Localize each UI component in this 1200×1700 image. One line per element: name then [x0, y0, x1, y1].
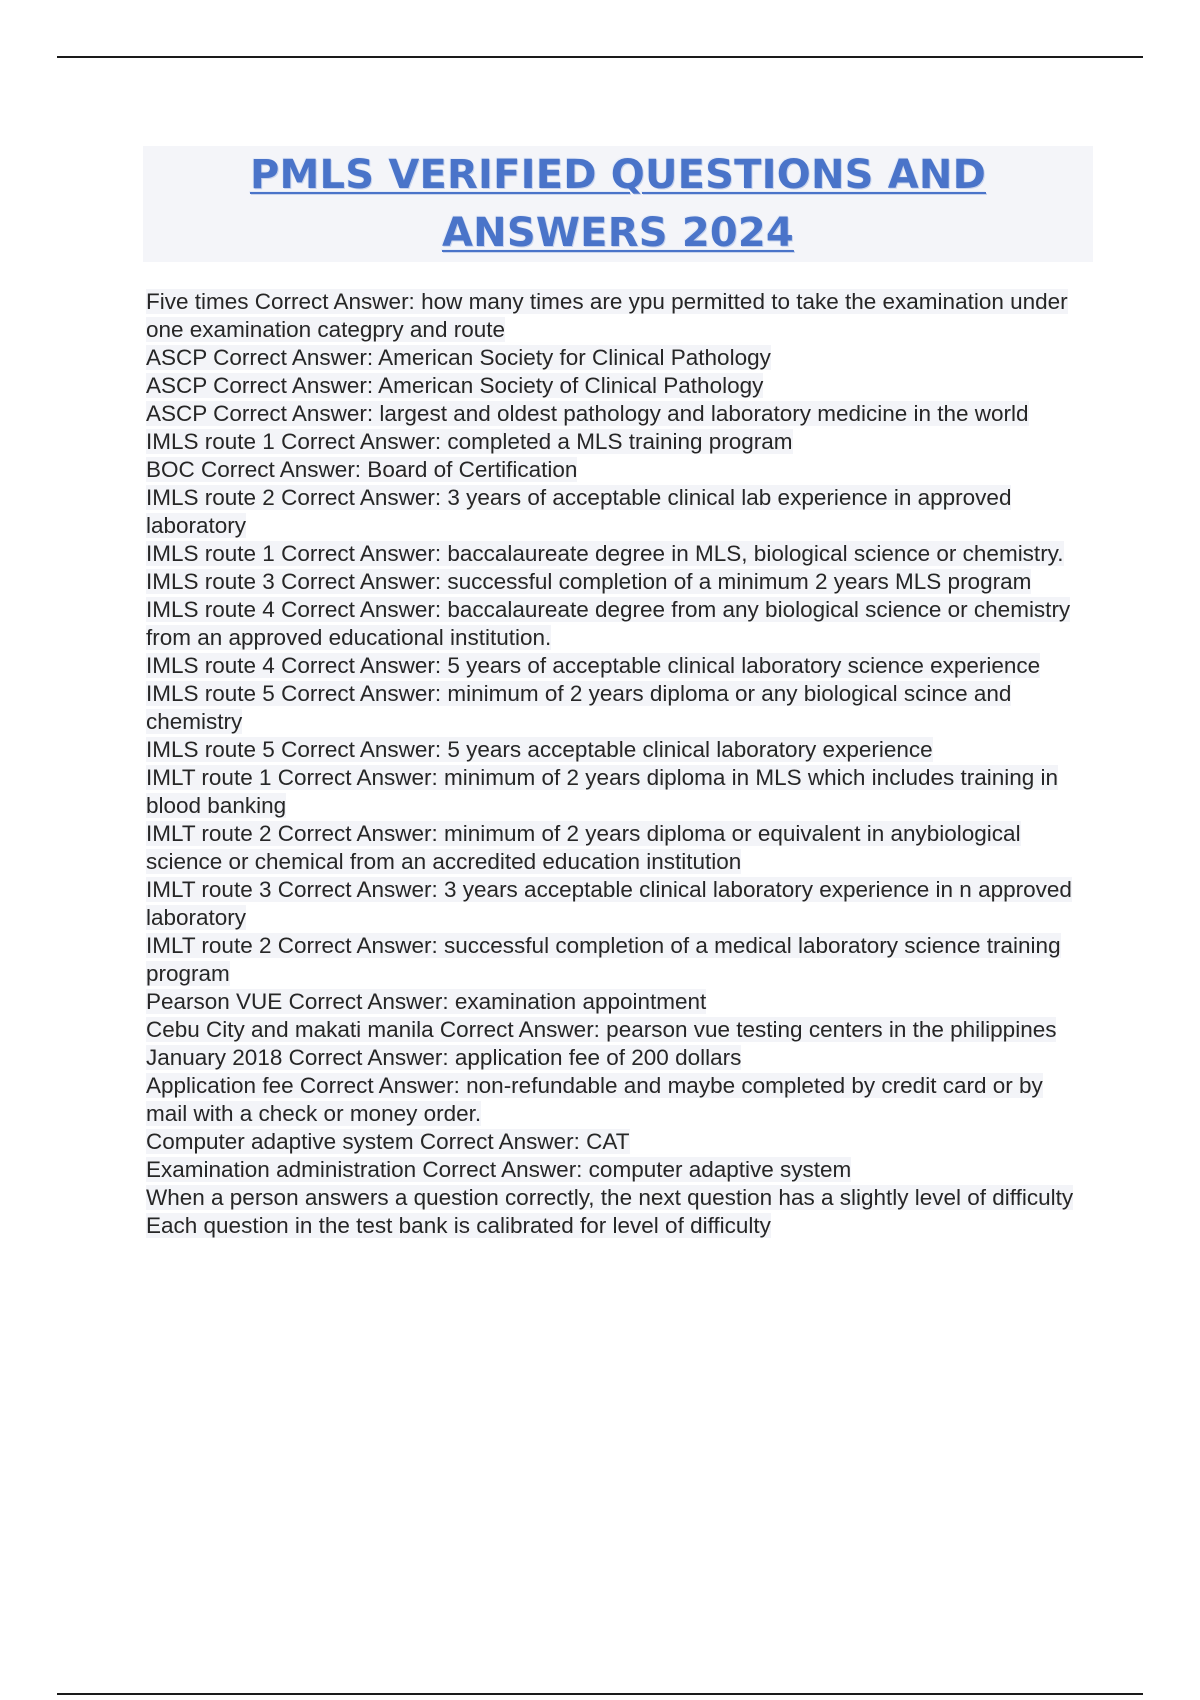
qa-entry: IMLS route 4 Correct Answer: baccalaureate degree from any biological science or chemistry from an approved educational institution.: [146, 597, 1071, 650]
qa-entry: Cebu City and makati manila Correct Answer: pearson vue testing centers in the philippines: [146, 1017, 1057, 1042]
footer-rule: [57, 1693, 1143, 1695]
qa-entry: Each question in the test bank is calibrated for level of difficulty: [146, 1213, 771, 1238]
qa-entry: Computer adaptive system Correct Answer: CAT: [146, 1129, 630, 1154]
qa-entry: Five times Correct Answer: how many times are ypu permitted to take the examination under one examination categpry and route: [146, 289, 1068, 342]
qa-entry: January 2018 Correct Answer: application fee of 200 dollars: [146, 1045, 742, 1070]
qa-entry: Application fee Correct Answer: non-refundable and maybe completed by credit card or by mail with a check or money order.: [146, 1073, 1043, 1126]
qa-entry: IMLS route 1 Correct Answer: baccalaureate degree in MLS, biological science or chemistry.: [146, 541, 1064, 566]
qa-entry: IMLS route 5 Correct Answer: minimum of 2 years diploma or any biological scince and chemistry: [146, 681, 1012, 734]
qa-entry: ASCP Correct Answer: American Society for Clinical Pathology: [146, 345, 771, 370]
qa-entry: IMLS route 4 Correct Answer: 5 years of acceptable clinical laboratory science experience: [146, 653, 1041, 678]
qa-entry: IMLT route 3 Correct Answer: 3 years acceptable clinical laboratory experience in n approved laboratory: [146, 877, 1072, 930]
qa-entry: Pearson VUE Correct Answer: examination appointment: [146, 989, 707, 1014]
qa-list: [146, 288, 1076, 1240]
qa-entry: ASCP Correct Answer: largest and oldest pathology and laboratory medicine in the world: [146, 401, 1029, 426]
qa-entry: ASCP Correct Answer: American Society of Clinical Pathology: [146, 373, 764, 398]
qa-entry: IMLS route 5 Correct Answer: 5 years acceptable clinical laboratory experience: [146, 737, 933, 762]
qa-entry: Examination administration Correct Answer: computer adaptive system: [146, 1157, 852, 1182]
qa-entry: IMLS route 1 Correct Answer: completed a MLS training program: [146, 429, 793, 454]
qa-entry: IMLS route 2 Correct Answer: 3 years of acceptable clinical lab experience in approved laboratory: [146, 485, 1012, 538]
header-rule: [57, 56, 1143, 58]
qa-entry: IMLT route 1 Correct Answer: minimum of 2 years diploma in MLS which includes training in blood banking: [146, 765, 1059, 818]
qa-entry: BOC Correct Answer: Board of Certification: [146, 457, 578, 482]
qa-entry: IMLS route 3 Correct Answer: successful completion of a minimum 2 years MLS program: [146, 569, 1032, 594]
qa-entry: IMLT route 2 Correct Answer: successful completion of a medical laboratory science training program: [146, 933, 1061, 986]
qa-entry: When a person answers a question correctly, the next question has a slightly level of difficulty: [146, 1185, 1074, 1210]
title-banner: [143, 146, 1093, 262]
document-title: PMLS VERIFIED QUESTIONS AND ANSWERS 2024: [249, 152, 986, 256]
qa-entry: IMLT route 2 Correct Answer: minimum of 2 years diploma or equivalent in anybiological science or chemical from an accredited education institution: [146, 821, 1021, 874]
